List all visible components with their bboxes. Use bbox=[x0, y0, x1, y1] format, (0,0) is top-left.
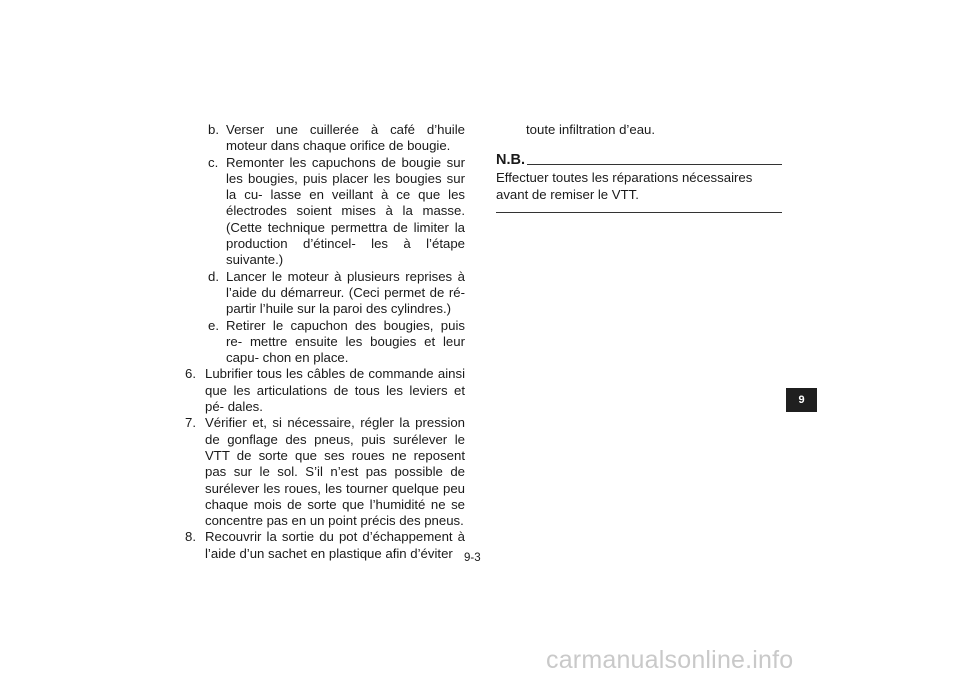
list-item-7 bbox=[185, 415, 465, 529]
page-number: 9-3 bbox=[464, 552, 481, 564]
watermark: carmanualsonline.info bbox=[546, 646, 794, 674]
list-item-text: Recouvrir la sortie du pot d’échappement à l’aide d’un sachet en plastique afin d’éviter bbox=[205, 529, 465, 561]
sub-item-text: Verser une cuillerée à café d’huile moteur dans chaque orifice de bougie. bbox=[226, 122, 465, 154]
left-column bbox=[185, 122, 465, 562]
note-title: N.B. bbox=[496, 152, 525, 169]
note-rule bbox=[527, 164, 782, 165]
list-item-marker: 7. bbox=[185, 415, 196, 431]
sub-item-text: Lancer le moteur à plusieurs reprises à l’aide du démarreur. (Ceci permet de ré- partir l’huile sur la paroi des cylindres.) bbox=[226, 268, 465, 317]
list-item-text: Lubrifier tous les câbles de commande ainsi que les articulations de tous les leviers et pé- dales. bbox=[205, 366, 465, 415]
list-item-8 bbox=[185, 529, 465, 562]
sub-item-marker: e. bbox=[208, 317, 219, 333]
list-item-marker: 8. bbox=[185, 529, 196, 545]
list-item-marker: 6. bbox=[185, 366, 196, 382]
continuation-text: toute infiltration d’eau. bbox=[526, 122, 656, 137]
note-header bbox=[496, 148, 782, 168]
sub-item-text: Remonter les capuchons de bougie sur les bougies, puis placer les bougies sur la cu- lasse en veillant à ce que les électrodes soient mises à la masse. (Cette technique permettra de limiter la production d’étincel- les à l’étape suivante.) bbox=[226, 154, 465, 268]
sub-item-d bbox=[185, 269, 465, 318]
sub-item-e bbox=[185, 318, 465, 367]
sub-item-marker: b. bbox=[208, 122, 219, 137]
list-item-text: Vérifier et, si nécessaire, régler la pression de gonflage des pneus, puis surélever le VTT de sorte que ses roues ne reposent pas sur le sol. S’il n’est pas possible de surélever les roues, les tourner quelque peu chaque mois de sorte que l’humidité ne se concentre pas en un point précis des pneus. bbox=[205, 415, 465, 529]
sub-item-marker: c. bbox=[208, 154, 219, 170]
note-end-rule bbox=[496, 212, 782, 213]
list-item-6 bbox=[185, 366, 465, 415]
chapter-tab: 9 bbox=[786, 388, 817, 412]
sub-item-marker: d. bbox=[208, 268, 219, 284]
right-column bbox=[496, 122, 782, 213]
sub-item-c bbox=[185, 155, 465, 269]
sub-item-b bbox=[185, 122, 465, 155]
sub-item-text: Retirer le capuchon des bougies, puis re- mettre ensuite les bougies et leur capu- chon en place. bbox=[226, 317, 465, 366]
note-text: Effectuer toutes les réparations nécessaires avant de remiser le VTT. bbox=[496, 170, 753, 202]
